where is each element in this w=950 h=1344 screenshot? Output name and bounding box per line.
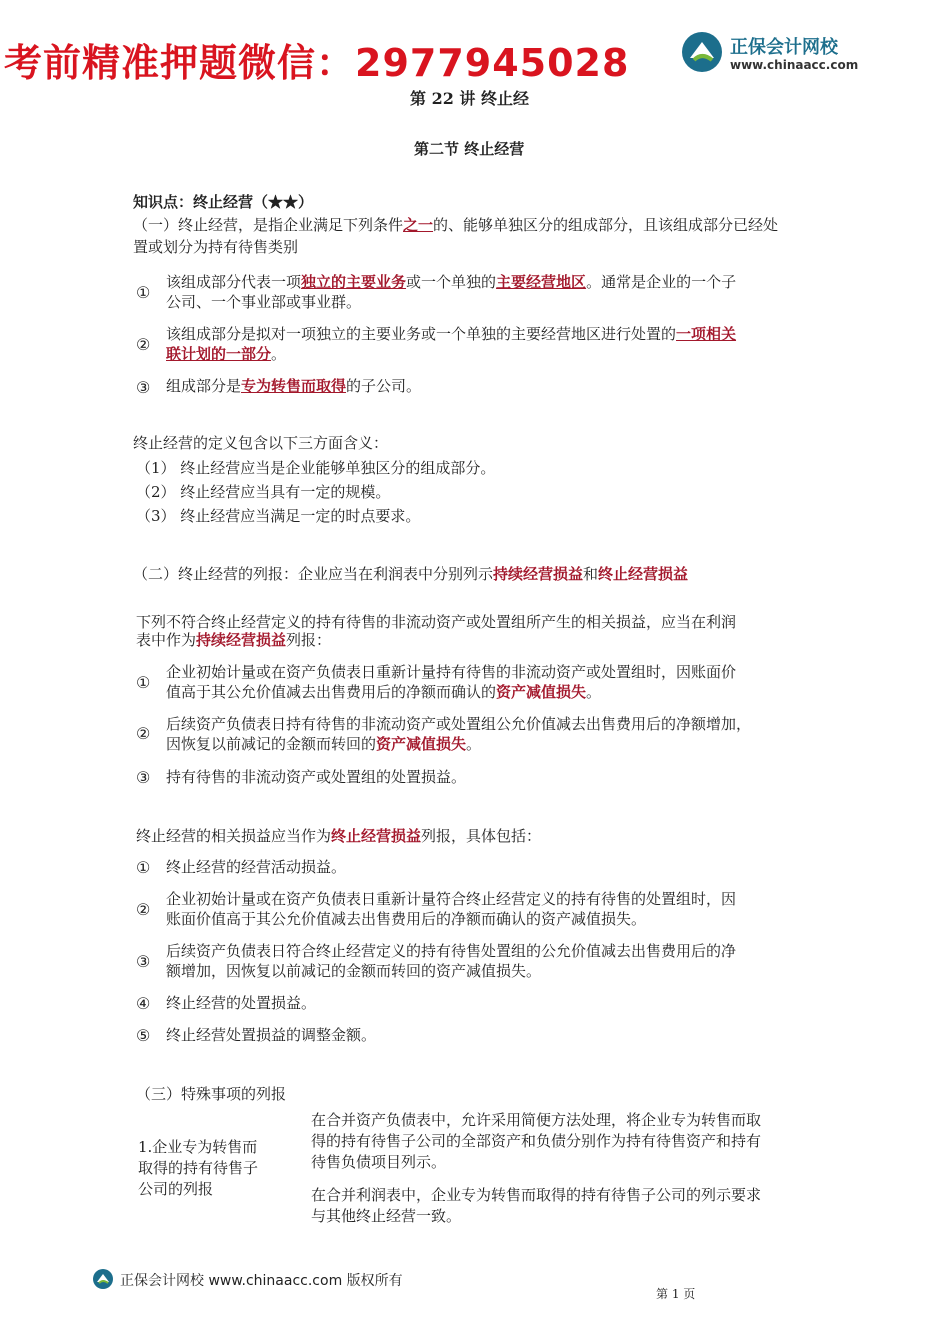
discontinued-item-4-number: ④: [136, 994, 151, 1013]
knowledge-heading: 知识点：终止经营（★★）: [133, 193, 314, 211]
presentation-highlight-1: 持续经营损益: [493, 565, 584, 583]
condition-3-line: [166, 376, 566, 395]
chinaacc-logo-icon: [680, 30, 724, 74]
condition-1-number: ①: [136, 283, 151, 302]
condition-2-line-2: [166, 344, 566, 363]
continuing-line-1: 下列不符合终止经营定义的持有待售的非流动资产或处置组所产生的相关损益，应当在利润: [136, 613, 737, 631]
special-left-line-2: 取得的持有待售子: [138, 1159, 259, 1177]
discontinued-item-3-line-2: 额增加，因恢复以前减记的金额而转回的资产减值损失。: [166, 962, 542, 980]
meaning-item-3: （3） 终止经营应当满足一定的时点要求。: [136, 507, 421, 525]
special-right-p2: [311, 1185, 761, 1206]
special-right-p1-line-2: 得的持有待售子公司的全部资产和负债分别作为持有待售资产和持有: [311, 1132, 762, 1150]
discontinued-item-1-line: 终止经营的经营活动损益。: [166, 858, 347, 876]
discontinued-item-5-number: ⑤: [136, 1026, 151, 1045]
discontinued-item-3-number: ③: [136, 952, 151, 971]
condition-3-highlight: 专为转售而取得: [241, 377, 347, 395]
discontinued-line: [136, 825, 596, 845]
continuing-text-b: 列报：: [286, 631, 332, 649]
definition-line-2: 置或划分为持有待售类别: [133, 238, 299, 256]
special-left-line-1: 1.企业专为转售而: [138, 1138, 258, 1156]
discontinued-item-3-line-1: 后续资产负债表日符合终止经营定义的持有待售处置组的公允价值减去出售费用后的净: [166, 942, 737, 960]
condition-1-highlight-1: 独立的主要业务: [301, 273, 407, 291]
condition-2-line-2-highlight: 联计划的一部分: [166, 345, 272, 363]
continuing-item-1-text-b: 。: [586, 683, 602, 701]
condition-3-text: 组成部分是: [166, 377, 242, 395]
discontinued-item-5-line: 终止经营处置损益的调整金额。: [166, 1026, 377, 1044]
condition-1-text-c: 。通常是企业的一个子: [586, 273, 737, 291]
discontinued-item-1-number: ①: [136, 858, 151, 877]
special-right-p2-line-2: 与其他终止经营一致。: [311, 1207, 462, 1225]
continuing-item-2-line-1: 后续资产负债表日持有待售的非流动资产或处置组公允价值减去出售费用后的净额增加，: [166, 715, 752, 733]
condition-2-line-2-text: 。: [271, 345, 287, 363]
footer-copyright: 正保会计网校 www.chinaacc.com 版权所有: [120, 1273, 403, 1289]
section-title: 第二节 终止经营: [414, 140, 525, 158]
discontinued-item-4-line: 终止经营的处置损益。: [166, 994, 317, 1012]
condition-2-highlight: 一项相关: [676, 325, 737, 343]
footer-page-number: 第 1 页: [656, 1287, 696, 1301]
chapter-title: 第 22 讲 终止经: [410, 89, 529, 108]
meaning-item-1: （1） 终止经营应当是企业能够单独区分的组成部分。: [136, 459, 496, 477]
promo-banner: 考前精准押题微信：2977945028: [4, 41, 630, 85]
definition-text: （一）终止经营，是指企业满足下列条件: [133, 216, 404, 234]
presentation-text: （二）终止经营的列报：企业应当在利润表中分别列示: [133, 565, 494, 583]
condition-1-highlight-2: 主要经营地区: [496, 273, 587, 291]
special-left-line-3: 公司的列报: [138, 1180, 214, 1198]
discontinued-text-b: 列报，具体包括：: [421, 827, 542, 845]
continuing-item-1-text: 值高于其公允价值减去出售费用后的净额而确认的: [166, 683, 497, 701]
continuing-item-2-line-2: [166, 734, 566, 753]
condition-1-text-b: 或一个单独的: [406, 273, 497, 291]
condition-3-text-b: 的子公司。: [346, 377, 422, 395]
condition-3-number: ③: [136, 378, 151, 397]
continuing-item-3-number: ③: [136, 768, 151, 787]
condition-1-text: 该组成部分代表一项: [166, 273, 302, 291]
continuing-item-2-number: ②: [136, 724, 151, 743]
special-right-p2-line-1: 在合并利润表中，企业专为转售而取得的持有待售子公司的列示要求: [311, 1186, 762, 1204]
footer-logo-icon: [92, 1268, 114, 1290]
definition-highlight: 之一: [403, 216, 434, 234]
discontinued-item-2-line-2: 账面价值高于其公允价值减去出售费用后的净额而确认的资产减值损失。: [166, 910, 647, 928]
logo-title: 正保会计网校: [730, 37, 838, 58]
continuing-item-1-line-1: 企业初始计量或在资产负债表日重新计量持有待售的非流动资产或处置组时，因账面价: [166, 663, 737, 681]
discontinued-item-2-number: ②: [136, 900, 151, 919]
continuing-item-3-line: 持有待售的非流动资产或处置组的处置损益。: [166, 768, 467, 786]
special-right-p1-line-3: 待售负债项目列示。: [311, 1153, 447, 1171]
continuing-line-2: [136, 629, 536, 649]
condition-2-number: ②: [136, 335, 151, 354]
continuing-text: 表中作为: [136, 631, 197, 649]
special-right-p1: [311, 1110, 761, 1173]
presentation-mid: 和: [583, 565, 599, 583]
condition-1-line-1: [166, 272, 736, 292]
definition-text-b: 的、能够单独区分的组成部分，且该组成部分已经处: [433, 216, 779, 234]
presentation-highlight-2: 终止经营损益: [598, 565, 689, 583]
discontinued-item-2-line-1: 企业初始计量或在资产负债表日重新计量符合终止经营定义的持有待售的处置组时，因: [166, 890, 737, 908]
condition-1-line-2: 公司、一个事业部或事业群。: [166, 293, 362, 311]
continuing-item-2-highlight: 资产减值损失: [376, 735, 467, 753]
meaning-item-2: （2） 终止经营应当具有一定的规模。: [136, 483, 391, 501]
continuing-highlight: 持续经营损益: [196, 631, 287, 649]
condition-2-text: 该组成部分是拟对一项独立的主要业务或一个单独的主要经营地区进行处置的: [166, 325, 677, 343]
discontinued-highlight: 终止经营损益: [331, 827, 422, 845]
continuing-item-2-text: 因恢复以前减记的金额而转回的: [166, 735, 377, 753]
presentation-line: [133, 563, 753, 583]
condition-2-line-1: [166, 324, 736, 344]
continuing-item-1-line-2: [166, 682, 666, 701]
logo-url: www.chinaacc.com: [730, 58, 859, 72]
continuing-item-2-text-b: 。: [466, 735, 482, 753]
special-left-cell: [138, 1137, 258, 1200]
continuing-item-1-highlight: 资产减值损失: [496, 683, 587, 701]
definition-line-1: [133, 214, 778, 236]
special-right-p1-line-1: 在合并资产负债表中，允许采用简便方法处理，将企业专为转售而取: [311, 1111, 762, 1129]
special-heading: （三）特殊事项的列报: [136, 1085, 287, 1103]
meaning-heading: 终止经营的定义包含以下三方面含义：: [133, 434, 389, 452]
discontinued-text: 终止经营的相关损益应当作为: [136, 827, 332, 845]
continuing-item-1-number: ①: [136, 673, 151, 692]
